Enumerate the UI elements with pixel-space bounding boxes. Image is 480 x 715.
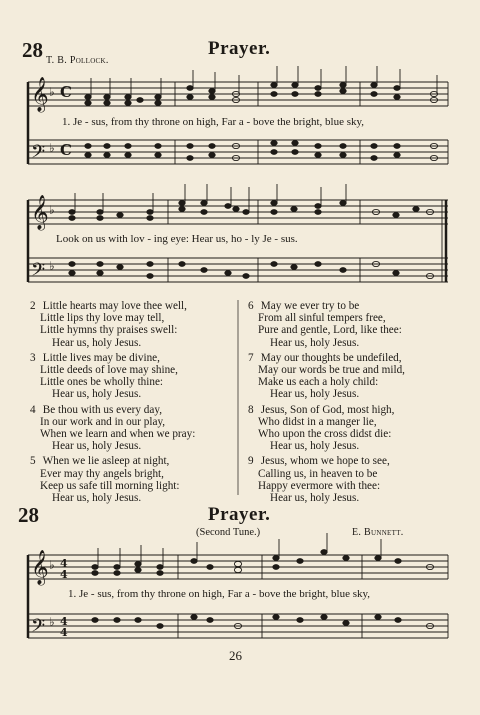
verse-number: 9 <box>248 455 254 468</box>
svg-text:4: 4 <box>60 557 68 570</box>
verse-number: 4 <box>30 403 36 416</box>
svg-text:𝄢: 𝄢 <box>31 260 46 285</box>
svg-text:4: 4 <box>60 568 68 581</box>
verse-line: Pure and gentle, Lord, like thee: <box>258 324 402 337</box>
lyrics-line: Look on us with lov - ing eye: Hear us, ho - ly Je - sus. <box>56 233 298 245</box>
svg-text:♭: ♭ <box>49 558 55 572</box>
verses-right-column <box>248 300 463 504</box>
verse-line: May our words be true and mild, <box>258 364 405 377</box>
verse-line: Make us each a holy child: <box>258 376 379 389</box>
svg-text:♭: ♭ <box>49 85 55 99</box>
verse <box>30 455 235 504</box>
verse-line: From all sinful tempers free, <box>258 312 386 325</box>
hymn-composer: E. Bunnett. <box>352 527 404 538</box>
svg-text:4: 4 <box>60 626 68 639</box>
hymn-subtitle: (Second Tune.) <box>196 527 261 538</box>
svg-text:♭: ♭ <box>49 141 55 155</box>
verse-number: 5 <box>30 455 36 468</box>
verse-refrain: Hear us, holy Jesus. <box>52 388 142 401</box>
hymn-title: Prayer. <box>208 504 271 525</box>
verse-line: Little hearts may love thee well, <box>42 300 187 312</box>
svg-text:C: C <box>60 83 72 101</box>
verse <box>30 404 235 453</box>
verse-line: Jesus, whom we hope to see, <box>260 455 390 468</box>
svg-text:𝄞: 𝄞 <box>31 195 49 230</box>
hymn-number: 28 <box>22 38 43 62</box>
verse-line: Little hymns thy praises swell: <box>40 324 178 337</box>
verse-number: 7 <box>248 351 254 364</box>
verses-left-column <box>30 300 235 504</box>
svg-text:4: 4 <box>60 615 68 628</box>
verse-line: Keep us safe till morning light: <box>40 479 180 492</box>
verse-number: 6 <box>248 300 254 312</box>
verse-refrain: Hear us, holy Jesus. <box>52 440 142 453</box>
verse-refrain: Hear us, holy Jesus. <box>52 492 142 505</box>
lyrics-line: 1. Je - sus, from thy throne on high, Far a - bove the bright, blue sky, <box>68 588 371 600</box>
verse-refrain: Hear us, holy Jesus. <box>270 388 360 401</box>
verse-number: 2 <box>30 300 36 312</box>
verse-refrain: Hear us, holy Jesus. <box>270 440 360 453</box>
verse-number: 8 <box>248 403 254 416</box>
verse-line: May our thoughts be undefiled, <box>260 351 402 364</box>
svg-text:♭: ♭ <box>49 615 55 629</box>
verse-line: Little deeds of love may shine, <box>40 364 178 377</box>
verse-line: When we learn and when we pray: <box>40 428 196 441</box>
verse <box>30 300 235 349</box>
verse <box>248 352 463 401</box>
hymn-author: T. B. Pollock. <box>46 55 109 66</box>
hymn-title: Prayer. <box>208 38 271 59</box>
svg-text:𝄞: 𝄞 <box>31 550 49 585</box>
verse-line: When we lie asleep at night, <box>42 455 170 468</box>
verse-line: In our work and in our play, <box>40 415 166 428</box>
verse-line: Who didst in a manger lie, <box>258 415 377 428</box>
svg-text:𝄞: 𝄞 <box>31 77 49 112</box>
verse-refrain: Hear us, holy Jesus. <box>270 492 360 505</box>
svg-text:♭: ♭ <box>49 203 55 217</box>
verse-line: Ever may thy angels bright, <box>40 467 164 480</box>
svg-text:C: C <box>60 141 72 159</box>
verse-line: Jesus, Son of God, most high, <box>260 403 395 416</box>
svg-text:𝄢: 𝄢 <box>31 616 46 641</box>
verse-line: Little lives may be divine, <box>42 351 160 364</box>
verse <box>30 352 235 401</box>
verse <box>248 300 463 349</box>
verse-line: May we ever try to be <box>260 300 360 312</box>
page-number: 26 <box>229 648 242 663</box>
svg-text:𝄢: 𝄢 <box>31 142 46 167</box>
verse-line: Calling us, in heaven to be <box>258 467 378 480</box>
verse-refrain: Hear us, holy Jesus. <box>52 336 142 349</box>
verse-line: Little ones be wholly thine: <box>40 376 164 389</box>
verse-line: Who upon the cross didst die: <box>258 428 392 441</box>
verse-number: 3 <box>30 351 36 364</box>
lyrics-line: 1. Je - sus, from thy throne on high, Far a - bove the bright, blue sky, <box>62 116 365 128</box>
verse-line: Happy evermore with thee: <box>258 479 381 492</box>
hymn-number: 28 <box>18 503 39 527</box>
verse <box>248 455 463 504</box>
verse <box>248 404 463 453</box>
svg-text:♭: ♭ <box>49 259 55 273</box>
verse-line: Little lips thy love may tell, <box>40 312 165 325</box>
verse-line: Be thou with us every day, <box>42 403 163 416</box>
verse-refrain: Hear us, holy Jesus. <box>270 336 360 349</box>
